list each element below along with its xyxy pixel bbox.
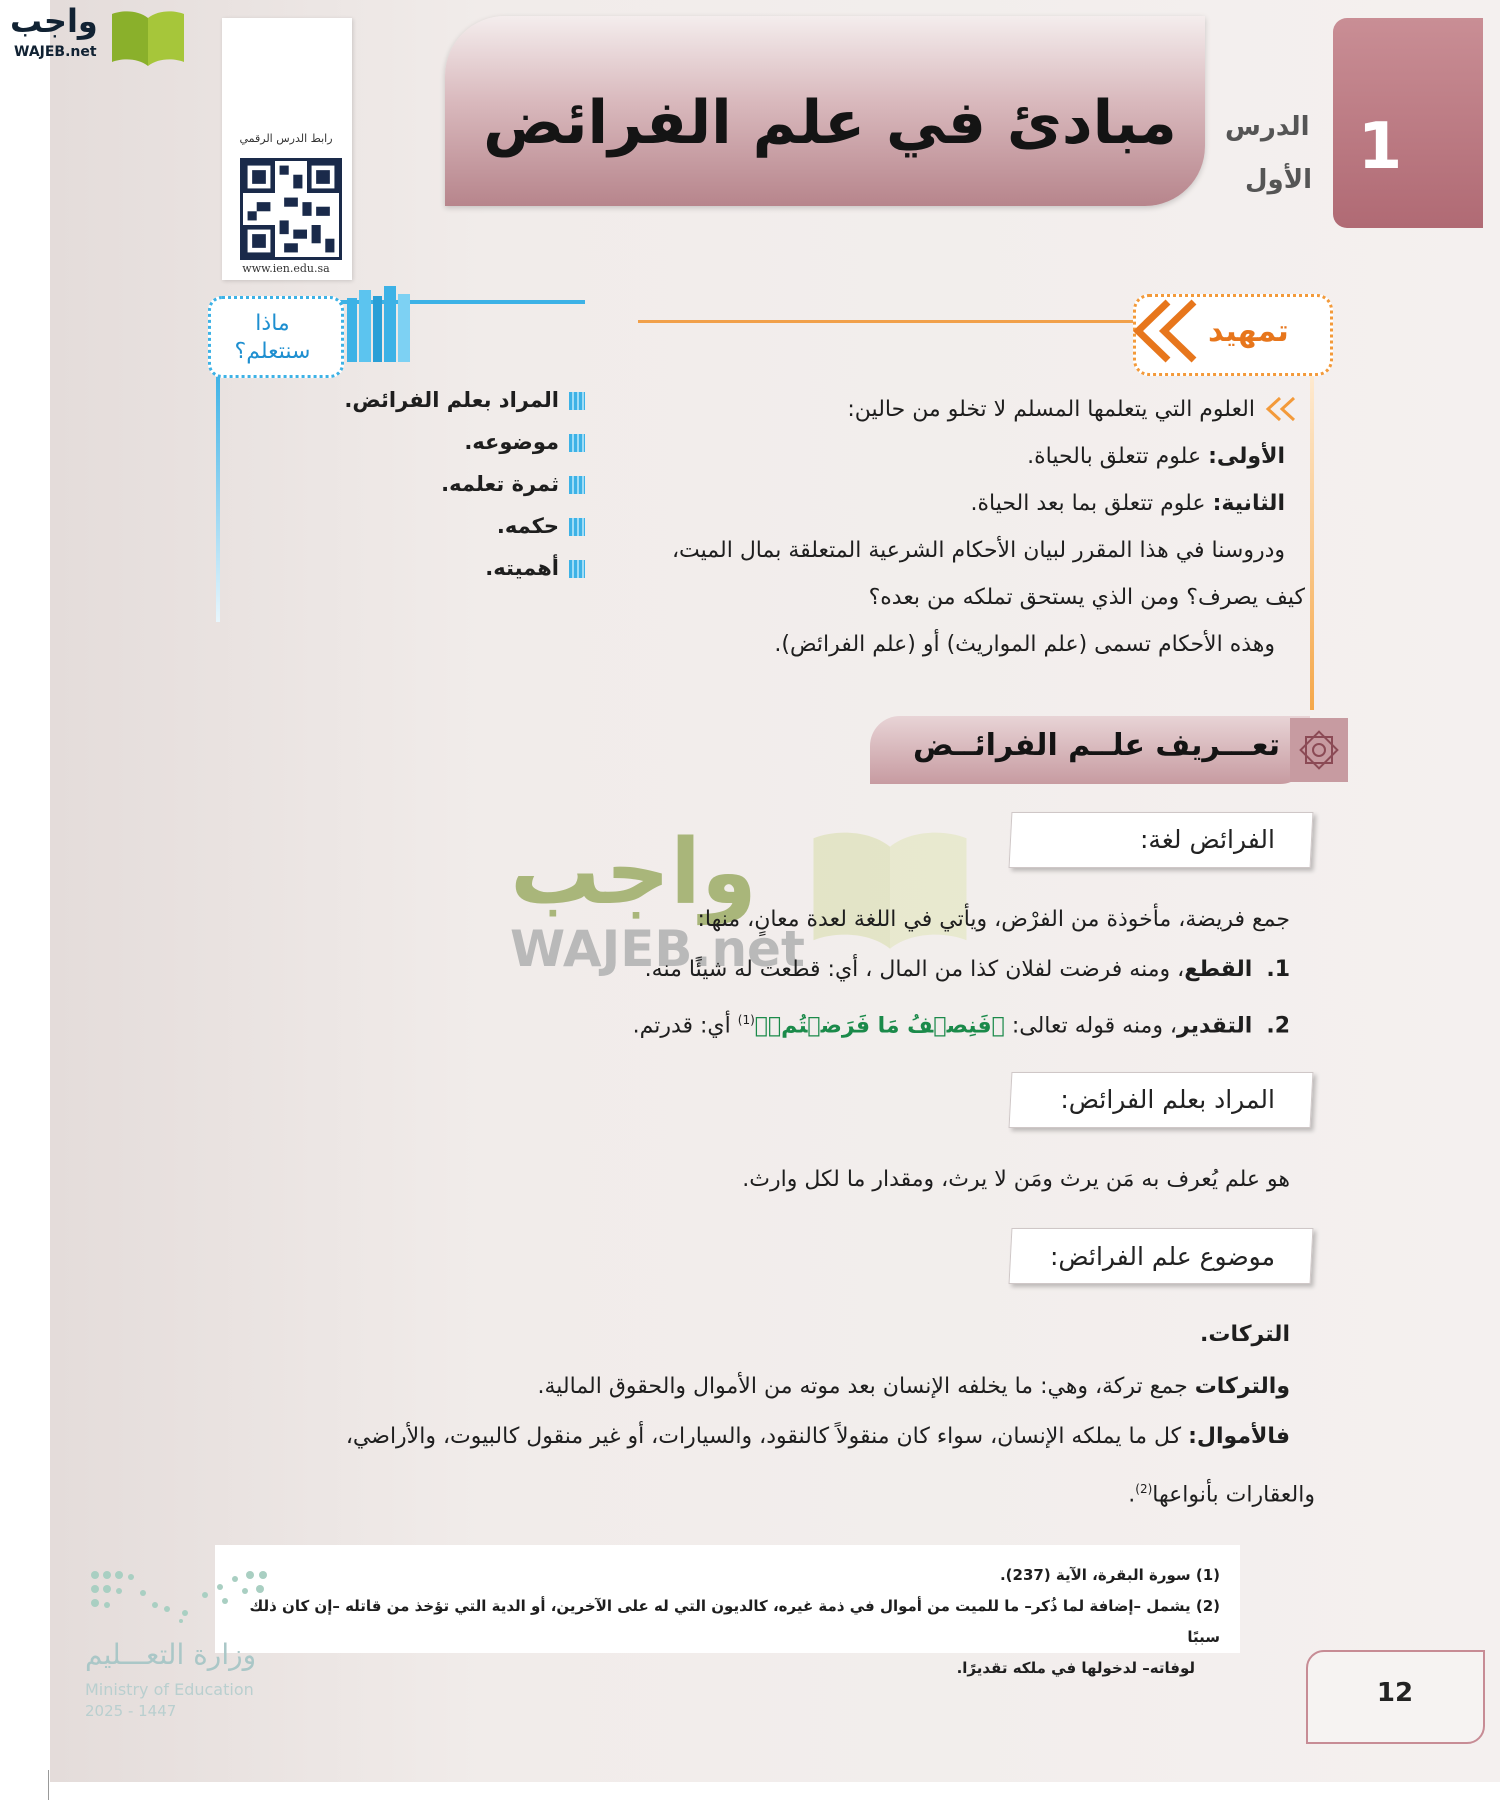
learn-title-line1: ماذا (255, 311, 290, 336)
amwal-label: فالأموال: (1188, 1424, 1290, 1449)
intro-line (620, 480, 1305, 527)
footnotes (235, 1560, 1220, 1684)
intro-line-text: العلوم التي يتعلمها المسلم لا تخلو من حالين: (847, 397, 1255, 422)
intro-first-label: الأولى: (1208, 444, 1285, 469)
amwal-text (190, 1412, 1290, 1462)
quran-verse: ﴿فَنِصۡفُ مَا فَرَضۡتُمۡ﴾ (754, 1013, 1005, 1039)
footnote-1: (1) سورة البقرة، الآية (237). (999, 1566, 1220, 1584)
item-number: 2. (1266, 1013, 1290, 1039)
intro-line: ودروسنا في هذا المقرر لبيان الأحكام الشرعية المتعلقة بمال الميت، (671, 538, 1285, 563)
bullet-icon (569, 518, 585, 536)
intro-text (620, 386, 1305, 668)
learn-item-text: أهميته. (485, 556, 559, 580)
tarikat-text (320, 1362, 1290, 1412)
learn-item (285, 514, 585, 538)
lang-intro: جمع فريضة، مأخوذة من الفرْض، ويأتي في اللغة لعدة معانٍ، منها: (697, 907, 1290, 932)
qr-caption: رابط الدرس الرقمي (239, 132, 333, 145)
qr-url[interactable]: www.ien.edu.sa (242, 262, 330, 275)
meaning-text: هو علم يُعرف به مَن يرث ومَن لا يرث، ومقدار ما لكل وارث. (742, 1167, 1290, 1192)
qr-code-icon[interactable] (240, 158, 342, 260)
wajeb-logo-ar: واجب (10, 2, 98, 40)
ministry-logo-icon (85, 1565, 275, 1625)
ministry-name-ar: وزارة التعـــليم (85, 1638, 257, 1671)
item-text: ، ومنه فرضت لفلان كذا من المال ، أي: قطعت له شيئًا منه. (644, 957, 1185, 982)
tarikat-label: والتركات (1194, 1374, 1290, 1399)
page-title: مبادئ في علم الفرائض (483, 88, 1177, 158)
lesson-number: 1 (1357, 110, 1403, 184)
meaning-heading: المراد بعلم الفرائض: (1060, 1085, 1275, 1114)
lesson-ordinal: الأول (1245, 165, 1312, 195)
intro-side-line (1310, 345, 1314, 710)
bullet-icon (569, 476, 585, 494)
bullet-icon (569, 560, 585, 578)
watermark-en: WAJEB.net (510, 920, 805, 978)
bullet-icon (569, 392, 585, 410)
learn-side-line (216, 372, 220, 622)
lang-heading: الفرائض لغة: (1140, 825, 1275, 854)
intro-first-text: علوم تتعلق بالحياة. (1027, 444, 1202, 469)
watermark-ar: واجب (510, 820, 757, 925)
learn-title-line2: سنتعلم؟ (234, 339, 311, 364)
amwal-def: كل ما يملكه الإنسان، سواء كان منقولاً كالنقود، والسيارات، أو غير منقول كالبيوت، والأراضي، (345, 1424, 1182, 1449)
learn-item-text: موضوعه. (464, 430, 559, 454)
chevron-icon (1262, 396, 1300, 422)
amwal-end-text: والعقارات بأنواعها (1152, 1482, 1315, 1508)
rosette-icon (1290, 718, 1348, 782)
intro-line: كيف يصرف؟ ومن الذي يستحق تملكه من بعده؟ (868, 585, 1305, 610)
learn-item-text: حكمه. (496, 514, 559, 538)
tarikat-def: جمع تركة، وهي: ما يخلفه الإنسان بعد موته من الأموال والحقوق المالية. (537, 1374, 1188, 1399)
lesson-label: الدرس (1225, 112, 1310, 142)
wajeb-logo-en: WAJEB.net (14, 44, 97, 60)
intro-line (620, 386, 1305, 433)
bullet-icon (569, 434, 585, 452)
intro-label: تمهيد (1208, 314, 1289, 349)
learn-item (285, 556, 585, 580)
intro-divider (638, 320, 1148, 323)
double-chevron-icon (1128, 296, 1218, 366)
item-term: التقدير (1177, 1013, 1253, 1039)
page-number: 12 (1376, 1678, 1414, 1708)
learn-item (285, 472, 585, 496)
footnote-2: (2) يشمل –إضافة لما ذُكر– ما للميت من أموال في ذمة غيره، كالديون التي له على الآخرين، أو الدية التي تؤخذ من قاتله –إن كان ذلك سببًا (249, 1597, 1220, 1646)
item-number: 1. (1266, 957, 1290, 982)
books-icon (345, 284, 415, 364)
wajeb-book-icon (108, 6, 188, 66)
amwal-end: والعقارات بأنواعها$^{(2)}$. (1128, 1482, 1315, 1508)
intro-line (620, 433, 1305, 480)
subject-heading: موضوع علم الفرائض: (1049, 1242, 1275, 1271)
ministry-name-en: Ministry of Education (85, 1680, 254, 1699)
lang-item-1 (520, 945, 1290, 995)
footnote-2-cont: لوفاته– لدخولها في ملكه تقديرًا. (956, 1659, 1195, 1677)
crop-mark (48, 1770, 49, 1800)
intro-second-label: الثانية: (1212, 491, 1285, 516)
intro-second-text: علوم تتعلق بما بعد الحياة. (970, 491, 1206, 516)
footnote-ref[interactable]: (1) (737, 1013, 755, 1027)
learn-item (285, 388, 585, 412)
item-text: ، ومنه قوله تعالى: (1011, 1013, 1178, 1039)
item-text: أي: قدرتم. (632, 1013, 731, 1039)
intro-line: وهذه الأحكام تسمى (علم المواريث) أو (علم الفرائض). (774, 632, 1275, 657)
ministry-year: 2025 - 1447 (85, 1702, 177, 1720)
lang-item-2 (520, 995, 1290, 1051)
learn-item-text: ثمرة تعلمه. (441, 472, 559, 496)
subject-word: التركات. (1200, 1322, 1290, 1347)
definition-title: تعـــريف علــم الفرائــض (912, 728, 1280, 763)
learn-item-text: المراد بعلم الفرائض. (344, 388, 559, 412)
footnote-ref[interactable]: (2) (1135, 1482, 1153, 1496)
learn-item (285, 430, 585, 454)
learn-title (215, 310, 330, 366)
item-term: القطع (1184, 957, 1253, 982)
